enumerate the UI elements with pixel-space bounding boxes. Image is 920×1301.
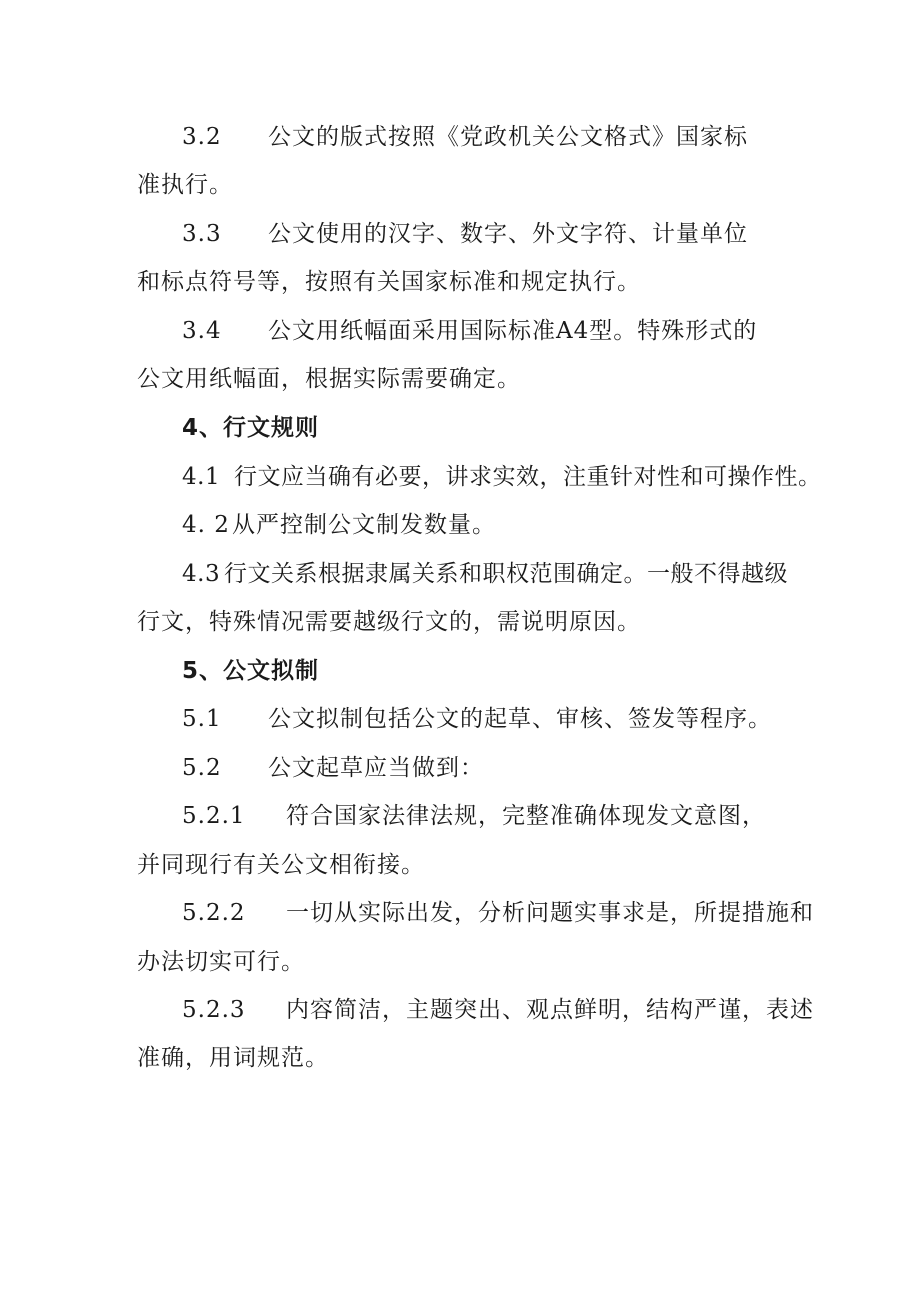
paragraph-4-2: [182, 510, 496, 540]
paragraph-3-4-line-1: [182, 316, 757, 346]
paragraph-5-2-1-line-1: [182, 801, 766, 831]
paragraph-text: 符合国家法律法规，完整准确体现发文意图，: [286, 803, 766, 829]
section-number: 4. 2: [182, 512, 230, 538]
section-number: 3.3: [182, 221, 222, 247]
paragraph-continuation: 准确，用词规范。: [137, 1045, 329, 1071]
paragraph-3-2-line-1: [182, 122, 748, 152]
paragraph-text: 公文起草应当做到：: [268, 755, 484, 781]
section-number: 4.3: [182, 561, 221, 587]
section-number: 5.1: [182, 706, 222, 732]
section-number: 5.2.3: [182, 997, 246, 1023]
paragraph-continuation: 公文用纸幅面，根据实际需要确定。: [137, 366, 521, 392]
section-number: 5.2.1: [182, 803, 246, 829]
paragraph-5-2-2-line-2: [137, 947, 305, 977]
section-heading-5: 5、公文拟制: [182, 658, 320, 684]
paragraph-5-1: [182, 704, 772, 734]
paragraph-text: 公文的版式按照《党政机关公文格式》国家标: [268, 124, 748, 150]
paragraph-text: 公文使用的汉字、数字、外文字符、计量单位: [268, 221, 748, 247]
paragraph-4-3-line-2: [137, 607, 641, 637]
paragraph-text: 从严控制公文制发数量。: [232, 512, 496, 538]
section-number: 5.2.2: [182, 900, 246, 926]
paragraph-text: 一切从实际出发，分析问题实事求是，所提措施和: [286, 900, 814, 926]
section-number: 4.1: [182, 464, 221, 490]
section-number: 3.2: [182, 124, 222, 150]
paragraph-4-1: [182, 462, 822, 492]
paragraph-5-2: [182, 753, 484, 783]
paragraph-5-2-2-line-1: [182, 898, 814, 928]
paragraph-text: 行文关系根据隶属关系和职权范围确定。一般不得越级: [224, 561, 788, 587]
paragraph-text: 行文应当确有必要，讲求实效，注重针对性和可操作性。: [234, 464, 822, 490]
paragraph-5-2-1-line-2: [137, 850, 425, 880]
paragraph-continuation: 准执行。: [137, 172, 233, 198]
paragraph-continuation: 办法切实可行。: [137, 949, 305, 975]
paragraph-continuation: 和标点符号等，按照有关国家标准和规定执行。: [137, 269, 641, 295]
paragraph-3-2-line-2: [137, 170, 233, 200]
section-number: 3.4: [182, 318, 222, 344]
paragraph-continuation: 并同现行有关公文相衔接。: [137, 852, 425, 878]
paragraph-text: 公文用纸幅面采用国际标准A4型。特殊形式的: [268, 318, 758, 344]
paragraph-5-2-3-line-2: [137, 1043, 329, 1073]
paragraph-3-4-line-2: [137, 364, 521, 394]
section-heading-4: 4、行文规则: [182, 415, 320, 441]
paragraph-3-3-line-1: [182, 219, 748, 249]
paragraph-5-2-3-line-1: [182, 995, 814, 1025]
section-number: 5.2: [182, 755, 222, 781]
paragraph-4-3-line-1: [182, 559, 788, 589]
paragraph-3-3-line-2: [137, 267, 641, 297]
paragraph-continuation: 行文，特殊情况需要越级行文的，需说明原因。: [137, 609, 641, 635]
paragraph-text: 内容简洁，主题突出、观点鲜明，结构严谨，表述: [286, 997, 814, 1023]
paragraph-text: 公文拟制包括公文的起草、审核、签发等程序。: [268, 706, 772, 732]
